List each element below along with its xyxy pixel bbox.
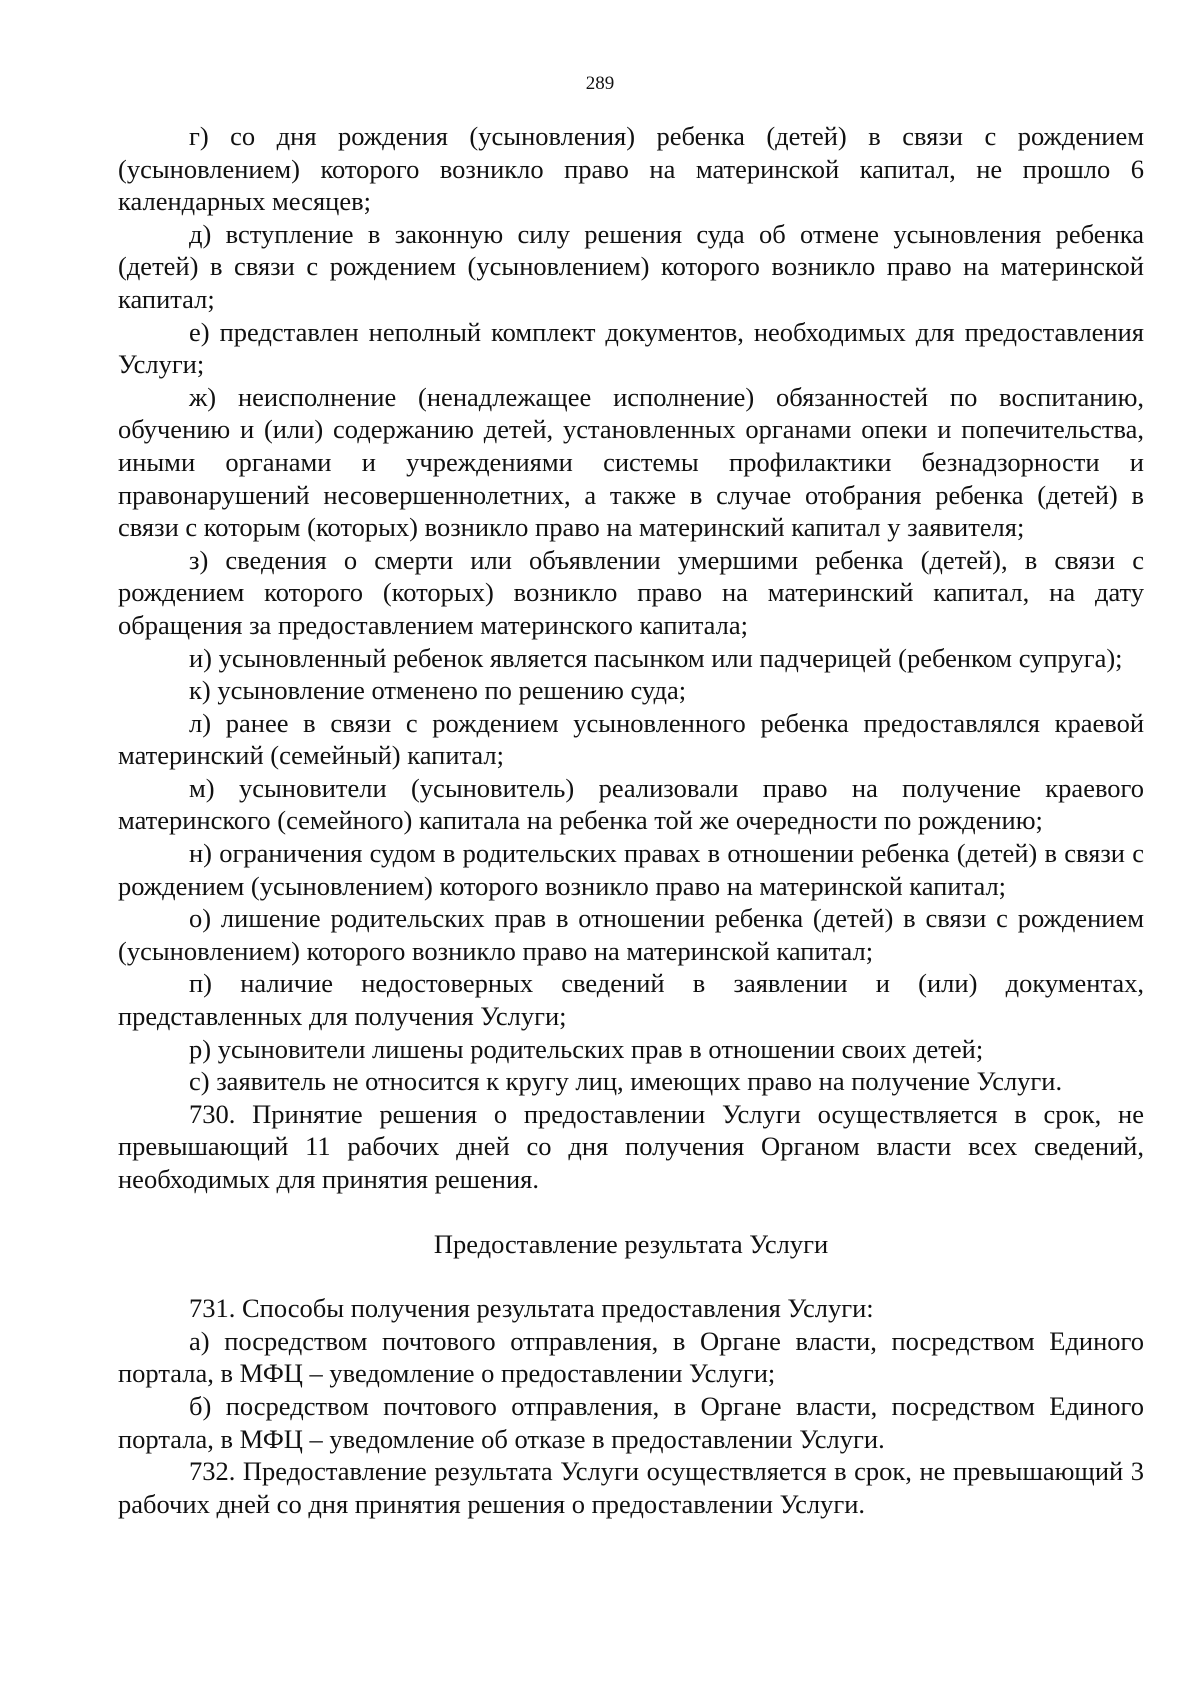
document-body [118, 120, 1144, 1520]
paragraph-item-n: н) ограничения судом в родительских правах в отношении ребенка (детей) в связи с рождением (усыновлением) которого возникло право на материнской капитал; [118, 838, 1144, 901]
paragraph-item-b: б) посредством почтового отправления, в Органе власти, посредством Единого портала, в МФЦ – уведомление об отказе в предоставлении Услуги. [118, 1390, 1144, 1454]
paragraph-item-i: и) усыновленный ребенок является пасынком или падчерицей (ребенком супруга); [189, 642, 1123, 673]
paragraph-item-zh: ж) неисполнение (ненадлежащее исполнение) обязанностей по воспитанию, обучению и (или) содержанию детей, установленных органами опеки и попечительства, иными органами и учреждениями системы профилактики безнадзорности и правонарушений несовершеннолетних, а также в случае отобрания ребенка (детей) в связи с которым (которых) возникло право на материнский капитал у заявителя; [118, 381, 1144, 543]
paragraph-item-o: о) лишение родительских прав в отношении ребенка (детей) в связи с рождением (усыновлением) которого возникло право на материнской капитал; [118, 903, 1144, 966]
paragraph-item-a: а) посредством почтового отправления, в Органе власти, посредством Единого портала, в МФЦ – уведомление о предоставлении Услуги; [118, 1325, 1144, 1389]
paragraph-item-k: к) усыновление отменено по решению суда; [189, 675, 687, 706]
paragraph-item-p: п) наличие недостоверных сведений в заявлении и (или) документах, представленных для получения Услуги; [118, 968, 1144, 1032]
paragraph-730: 730. Принятие решения о предоставлении Услуги осуществляется в срок, не превышающий 11 рабочих дней со дня получения Органом власти всех сведений, необходимых для принятия решения. [118, 1098, 1144, 1194]
paragraph-item-r: р) усыновители лишены родительских прав в отношении своих детей; [189, 1033, 984, 1064]
section-heading: Предоставление результата Услуги [433, 1228, 829, 1259]
paragraph-item-l: л) ранее в связи с рождением усыновленного ребенка предоставлялся краевой материнский (семейный) капитал; [118, 707, 1144, 771]
paragraph-item-g: г) со дня рождения (усыновления) ребенка (детей) в связи с рождением (усыновлением) которого возникло право на материнской капитал, не прошло 6 календарных месяцев; [118, 121, 1144, 217]
paragraph-item-z: з) сведения о смерти или объявлении умершими ребенка (детей), в связи с рождением которого (которых) возникло право на материнский капитал, на дату обращения за предоставлением материнского капитала; [118, 544, 1144, 640]
paragraph-732: 732. Предоставление результата Услуги осуществляется в срок, не превышающий 3 рабочих дней со дня принятия решения о предоставлении Услуги. [118, 1456, 1144, 1519]
paragraph-item-e: е) представлен неполный комплект документов, необходимых для предоставления Услуги; [118, 316, 1144, 380]
paragraph-731: 731. Способы получения результата предоставления Услуги: [189, 1293, 874, 1324]
paragraph-item-d: д) вступление в законную силу решения суда об отмене усыновления ребенка (детей) в связи с рождением (усыновлением) которого возникло право на материнской капитал; [118, 218, 1144, 314]
page-number: 289 [585, 73, 615, 94]
paragraph-item-m: м) усыновители (усыновитель) реализовали право на получение краевого материнского (семейного) капитала на ребенка той же очередности по рождению; [118, 772, 1144, 836]
paragraph-item-s: с) заявитель не относится к кругу лиц, имеющих право на получение Услуги. [189, 1066, 1063, 1097]
